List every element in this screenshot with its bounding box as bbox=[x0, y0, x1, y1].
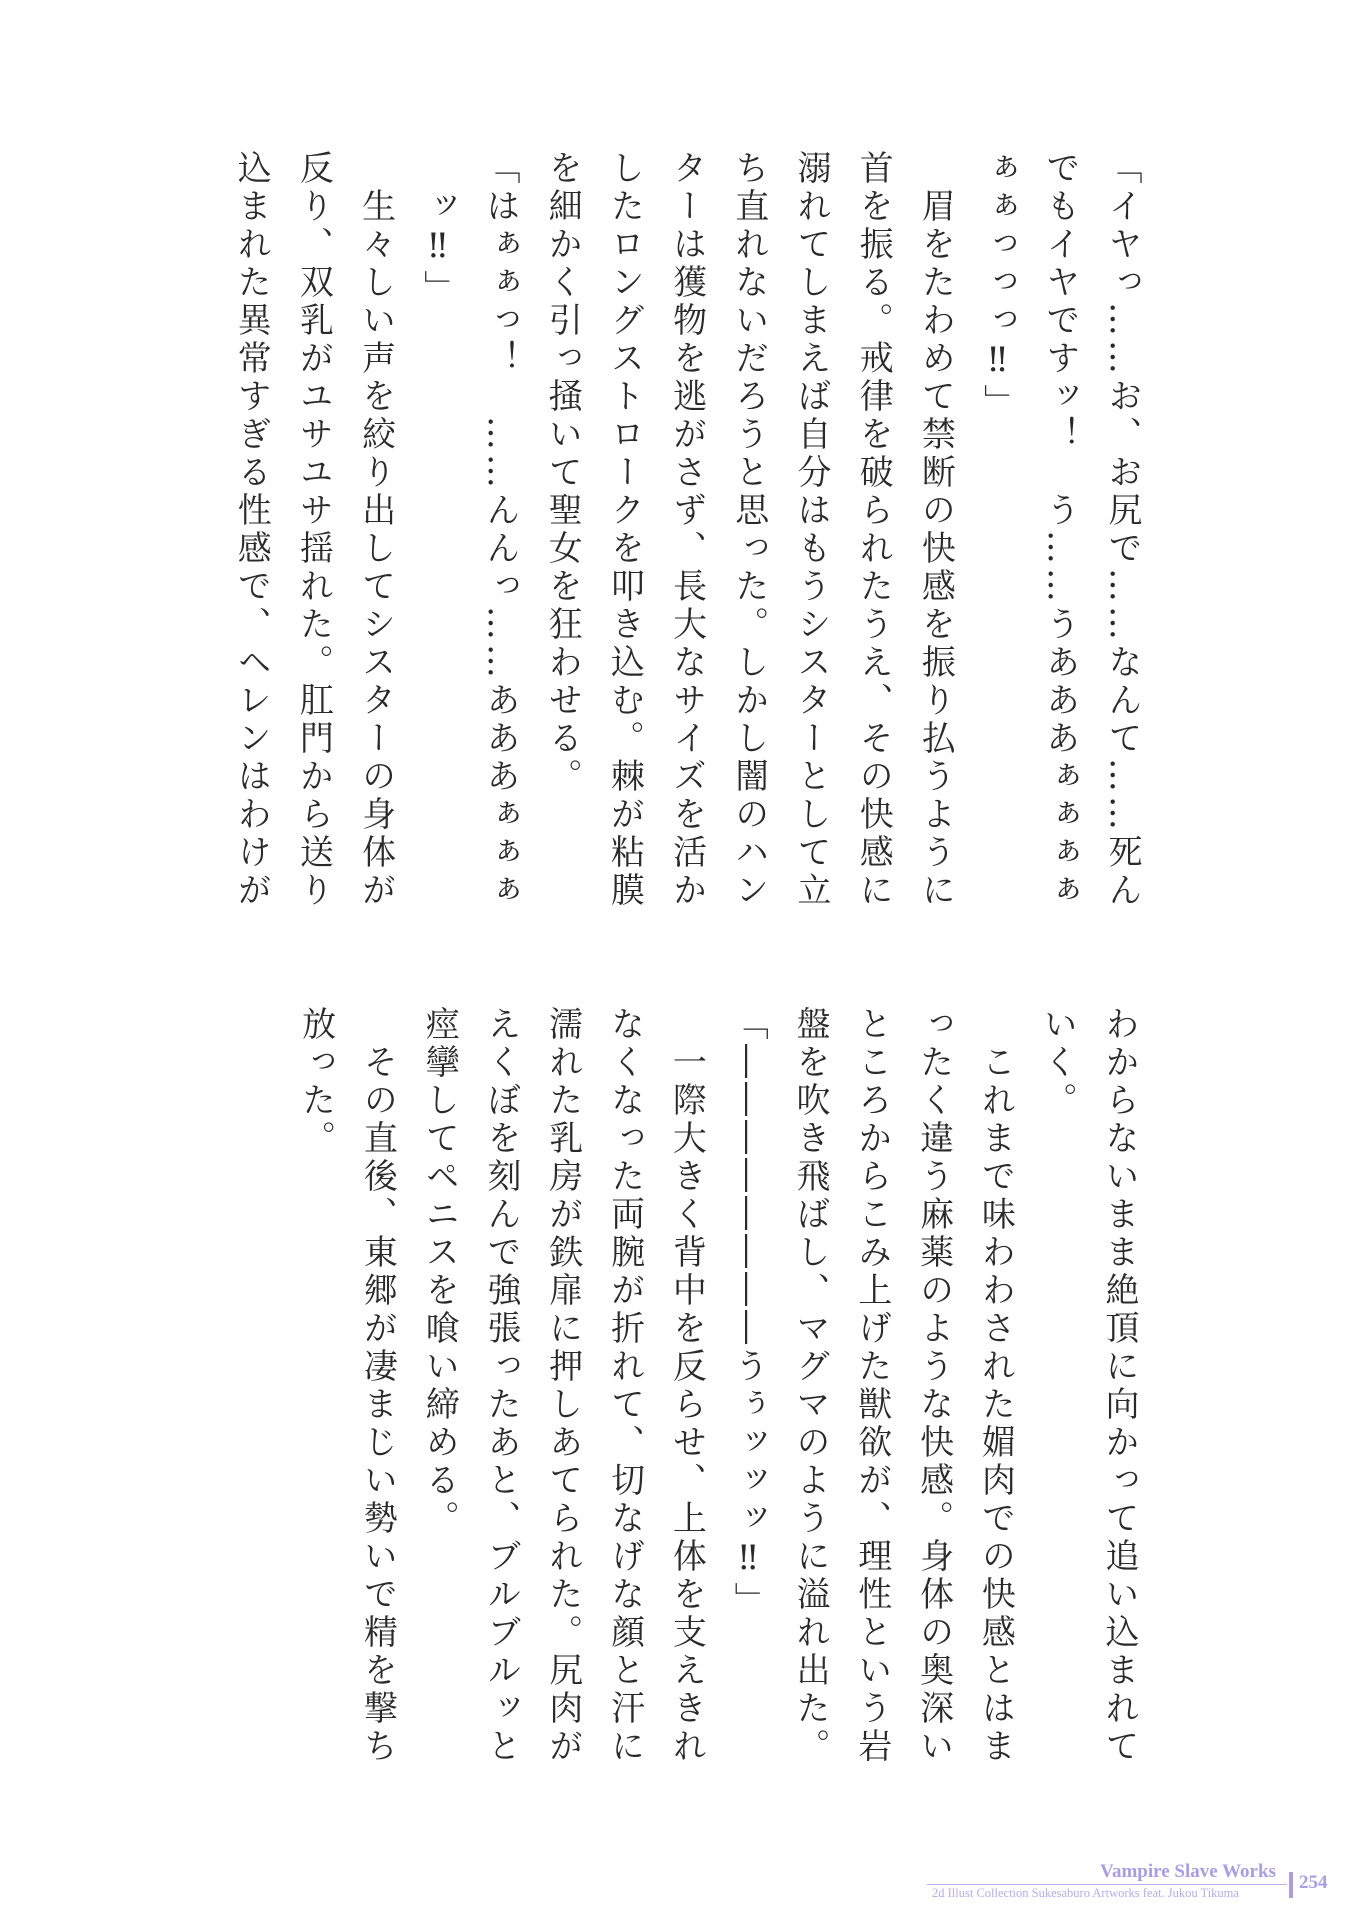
text-column: 放った。 bbox=[295, 1006, 336, 1158]
text-column: 反り、双乳がユサユサ揺れた。肛門から送り bbox=[293, 150, 334, 910]
text-block-bottom bbox=[0, 1006, 1360, 1806]
text-column: ターは獲物を逃がさず、長大なサイズを活か bbox=[666, 150, 707, 910]
footer-title: Vampire Slave Works bbox=[1100, 1861, 1276, 1882]
text-column: を細かく引っ掻いて聖女を狂わせる。 bbox=[542, 150, 583, 796]
text-column: ぁぁっっっ‼」 bbox=[977, 150, 1018, 422]
text-column: 「はぁぁっ！ ……んんっ……あああぁぁぁ bbox=[480, 150, 520, 910]
text-column: なくなった両腕が折れて、切なげな顔と汗に bbox=[604, 1006, 645, 1766]
text-column: これまで味わわされた媚肉での快感とはま bbox=[975, 1006, 1016, 1766]
text-column: 溺れてしまえば自分はもうシスターとして立 bbox=[791, 150, 831, 910]
text-column: 盤を吹き飛ばし、マグマのように溢れ出た。 bbox=[790, 1006, 830, 1766]
text-column: したロングストロークを叩き込む。棘が粘膜 bbox=[604, 150, 645, 910]
text-column: ところからこみ上げた獣欲が、理性という岩 bbox=[851, 1006, 892, 1766]
text-column: 一際大きく背中を反らせ、上体を支えきれ bbox=[666, 1006, 707, 1766]
text-column: ッ‼」 bbox=[417, 150, 458, 308]
text-column: 首を振る。戒律を破られたうえ、その快感に bbox=[853, 150, 894, 910]
page-number: 254 bbox=[1299, 1872, 1328, 1893]
text-column: 生々しい声を絞り出してシスターの身体が bbox=[355, 150, 396, 910]
footer-divider bbox=[927, 1884, 1287, 1885]
text-column: 眉をたわめて禁断の快感を振り払うように bbox=[915, 150, 956, 910]
text-column: 込まれた異常すぎる性感で、ヘレンはわけが bbox=[231, 150, 272, 910]
text-column: 「――――――――うぅッッッ‼」 bbox=[728, 1006, 769, 1620]
text-column: わからないまま絶頂に向かって追い込まれて bbox=[1099, 1006, 1139, 1766]
footer-accent-bar bbox=[1289, 1872, 1293, 1898]
text-column: いく。 bbox=[1037, 1006, 1078, 1120]
text-block-top bbox=[0, 150, 1360, 940]
text-column: 痙攣してペニスを喰い締める。 bbox=[419, 1006, 460, 1538]
text-column: えくぼを刻んで強張ったあと、ブルブルッと bbox=[481, 1006, 521, 1766]
text-column: でもイヤですッ！ う……うあああぁぁぁぁ bbox=[1039, 150, 1080, 910]
footer-subtitle: 2d Illust Collection Sukesaburo Artworks feat. Jukou Tikuma bbox=[932, 1886, 1239, 1900]
text-column: 濡れた乳房が鉄扉に押しあてられた。尻肉が bbox=[542, 1006, 583, 1766]
text-column: 「イヤっ……お、お尻で……なんて……死ん bbox=[1102, 150, 1142, 910]
text-column: ったく違う麻薬のような快感。身体の奥深い bbox=[913, 1006, 954, 1766]
text-column: ち直れないだろうと思った。しかし闇のハン bbox=[728, 150, 769, 910]
text-column: その直後、東郷が凄まじい勢いで精を撃ち bbox=[357, 1006, 398, 1766]
